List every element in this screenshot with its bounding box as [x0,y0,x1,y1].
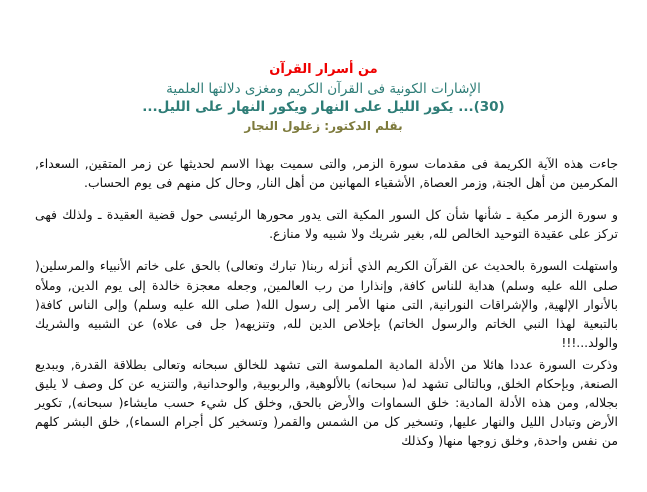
article-topic-subtitle: (30)... يكور الليل على النهار ويكور النهار على الليل... [142,99,505,116]
body-paragraph: وذكرت السورة عددا هائلا من الأدلة المادية الملموسة التى تشهد للخالق سبحانه وتعالى بطلاقة القدرة, وببديع الصنعة, وبإحكام الخلق, وبالتالى تشهد له( سبحانه) بالألوهية, والربوبية, والوحدانية, والتنزيه عن كل وصف لا يليق بجلاله, ومن هذه الأدلة المادية: خلق السماوات والأرض بالحق, وخلق كل شيء حسب مايشاء( سبحانه), تكوير الأرض وتبادل الليل والنهار عليها, وتسخير كل من الشمس والقمر( وتسخير كل أجرام السماء), خلق البشر كلهم من نفس واحدة, وخلق زوجها منها( وكذلك [35,356,618,449]
article-body [0,154,647,451]
author-byline: بقلم الدكتور: زغلول النجار [244,118,403,133]
article-series-subtitle: الإشارات الكونية فى القرآن الكريم ومغزى دلالتها العلمية [166,80,481,97]
body-paragraph: واستهلت السورة بالحديث عن القرآن الكريم الذي أنزله ربنا( تبارك وتعالى) بالحق على خاتم الأنبياء والمرسلين( صلى الله عليه وسلم) هداية للناس كافة, وإنذارا من رب العالمين, وجعله معجزة خالدة إلى يوم الدين, وملأه بالأنوار الإلهية, والإشراقات النورانية, التى منها الأمر إلى رسول الله( صلى الله عليه وسلم) وإلى الناس كافة( بالتبعية لهذا النبي الخاتم والرسول الخاتم) بإخلاص الدين لله, وتنزيهه( جل فى علاه) عن الشبيه والشريك والولد...!!! [35,258,618,351]
page-title: من أسرار القرآن [269,62,378,77]
body-paragraph: و سورة الزمر مكية ـ شأنها شأن كل السور المكية التى يدور محورها الرئيسى حول قضية العقيدة ـ ولذلك فهى تركز على عقيدة التوحيد الخالص لله, بغير شريك ولا شبيه ولا منازع. [35,207,618,242]
article-header [0,0,647,135]
body-paragraph: جاءت هذه الآية الكريمة فى مقدمات سورة الزمر, والتى سميت بهذا الاسم لحديثها عن زمر المتقين, السعداء, المكرمين من أهل الجنة, وزمر العصاة, الأشقياء المهانين من أهل النار, وحال كل منهم فى يوم الحساب. [35,155,618,190]
